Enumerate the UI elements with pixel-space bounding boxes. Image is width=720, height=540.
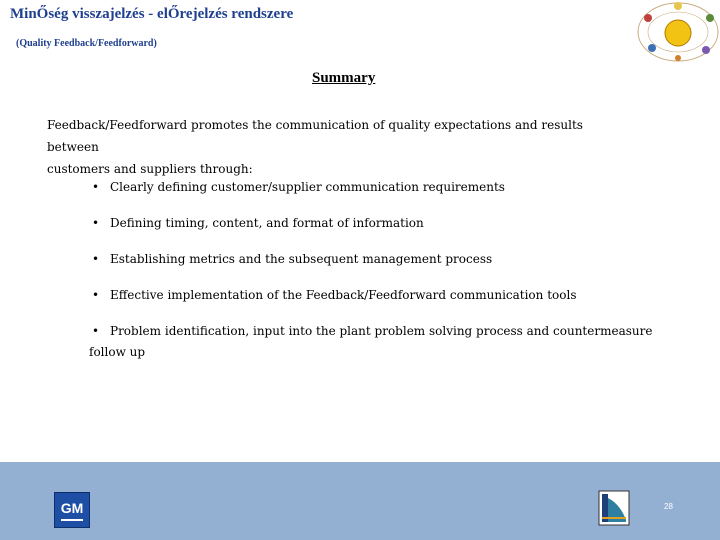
company-logo-icon <box>598 490 630 526</box>
bullet-symbol: • <box>92 324 100 338</box>
bullet-text: Problem identification, input into the plant problem solving process and countermeasure <box>110 324 653 338</box>
bullet-symbol: • <box>92 180 100 194</box>
bullet-item <box>92 252 492 266</box>
intro-paragraph <box>47 114 627 180</box>
bullet-item <box>92 324 652 338</box>
bullet-continuation: follow up <box>89 345 146 359</box>
summary-heading: Summary <box>312 70 376 86</box>
bullet-text: Clearly defining customer/supplier communication requirements <box>110 180 505 194</box>
gm-logo-text: GM <box>60 500 84 516</box>
intro-line-1: Feedback/Feedforward promotes the communication of quality expectations and results between <box>47 118 583 154</box>
bullet-text: Establishing metrics and the subsequent management process <box>110 252 493 266</box>
bullet-symbol: • <box>92 252 100 266</box>
gm-gms-diagram-icon <box>626 0 720 64</box>
bullet-symbol: • <box>92 216 100 230</box>
slide-title: MinŐség visszajelzés - elŐrejelzés rendszere <box>10 6 294 22</box>
page-number: 28 <box>664 502 673 511</box>
gm-logo-icon <box>54 492 90 528</box>
bullet-item <box>92 216 424 230</box>
bullet-item <box>92 288 576 302</box>
slide-subtitle: (Quality Feedback/Feedforward) <box>16 38 157 49</box>
bullet-item <box>92 180 505 194</box>
bullet-symbol: • <box>92 288 100 302</box>
bullet-text: Effective implementation of the Feedback/Feedforward communication tools <box>110 288 577 302</box>
bullet-text: Defining timing, content, and format of information <box>110 216 424 230</box>
intro-line-2: customers and suppliers through: <box>47 162 253 176</box>
